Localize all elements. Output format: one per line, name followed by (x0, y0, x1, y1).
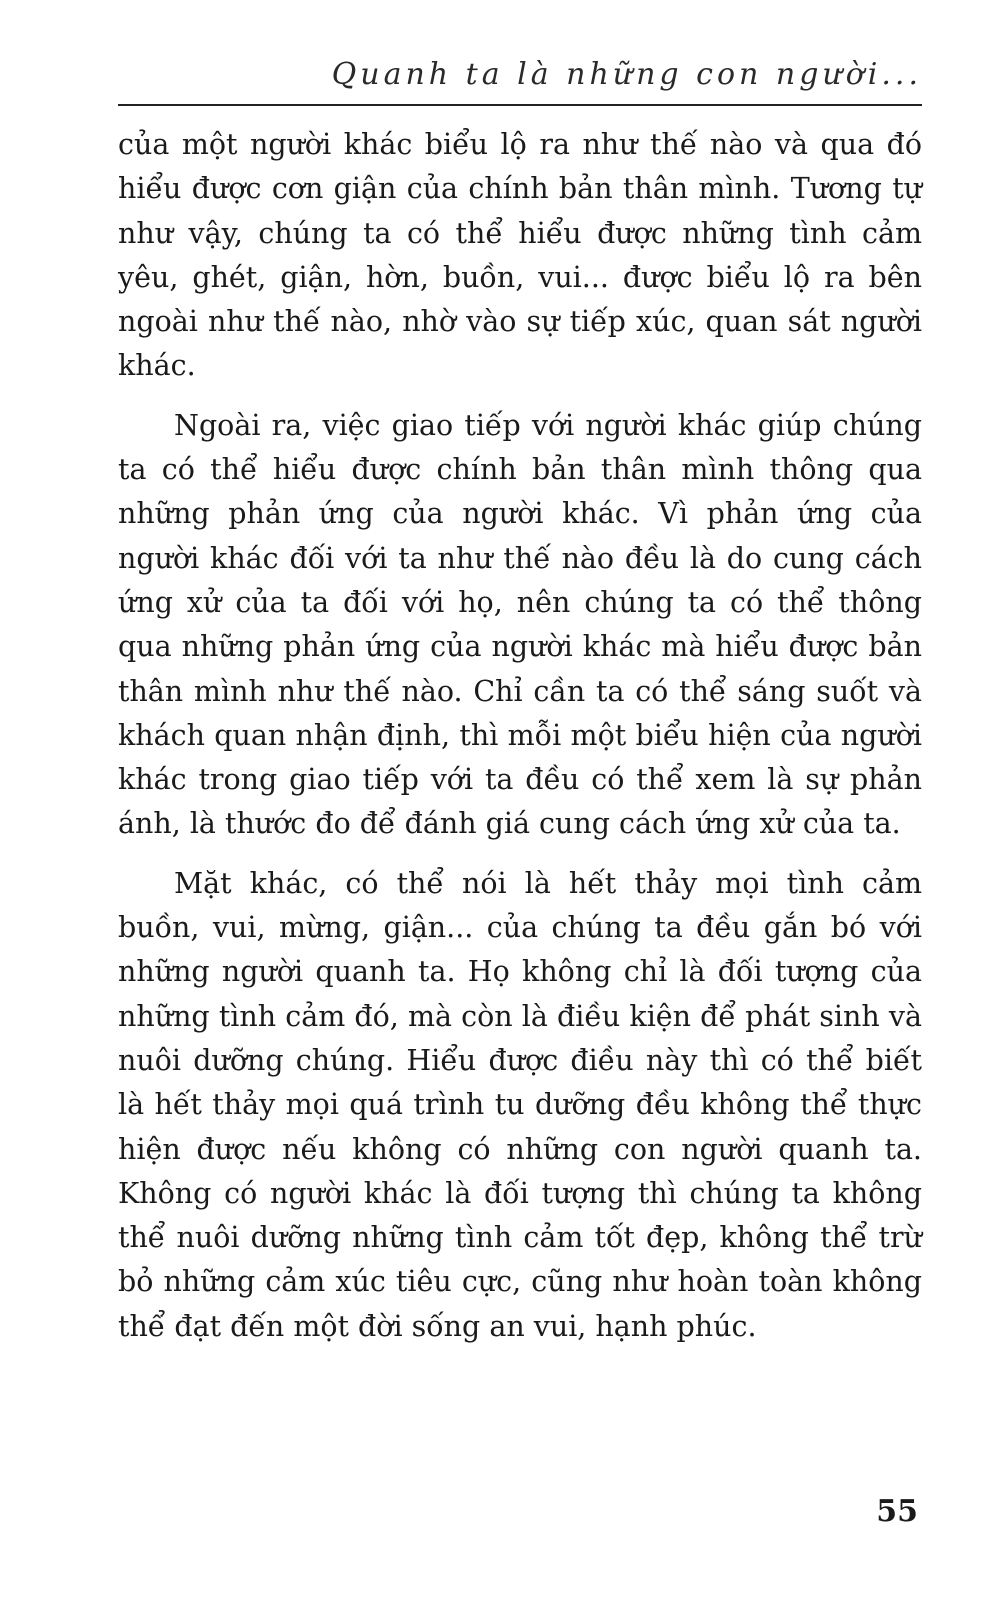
paragraph: Ngoài ra, việc giao tiếp với người khác giúp chúng ta có thể hiểu được chính bản thân mình thông qua những phản ứng của người khác. Vì phản ứng của người khác đối với ta như thế nào đều là do cung cách ứng xử của ta đối với họ, nên chúng ta có thể thông qua những phản ứng của người khác mà hiểu được bản thân mình như thế nào. Chỉ cần ta có thể sáng suốt và khách quan nhận định, thì mỗi một biểu hiện của người khác trong giao tiếp với ta đều có thể xem là sự phản ánh, là thước đo để đánh giá cung cách ứng xử của ta. (118, 408, 922, 841)
page-number: 55 (876, 1494, 918, 1529)
running-title: Quanh ta là những con người... (331, 57, 922, 92)
paragraph-continued: của một người khác biểu lộ ra như thế nào và qua đó hiểu được cơn giận của chính bản thân mình. Tương tự như vậy, chúng ta có thể hiểu được những tình cảm yêu, ghét, giận, hờn, buồn, vui... được biểu lộ ra bên ngoài như thế nào, nhờ vào sự tiếp xúc, quan sát người khác. (118, 128, 922, 383)
running-header (118, 50, 922, 106)
paragraph: Mặt khác, có thể nói là hết thảy mọi tình cảm buồn, vui, mừng, giận... của chúng ta đều gắn bó với những người quanh ta. Họ không chỉ là đối tượng của những tình cảm đó, mà còn là điều kiện để phát sinh và nuôi dưỡng chúng. Hiểu được điều này thì có thể biết là hết thảy mọi quá trình tu dưỡng đều không thể thực hiện được nếu không có những con người quanh ta. Không có người khác là đối tượng thì chúng ta không thể nuôi dưỡng những tình cảm tốt đẹp, không thể trừ bỏ những cảm xúc tiêu cực, cũng như hoàn toàn không thể đạt đến một đời sống an vui, hạnh phúc. (118, 866, 922, 1343)
body-text (118, 123, 922, 1364)
